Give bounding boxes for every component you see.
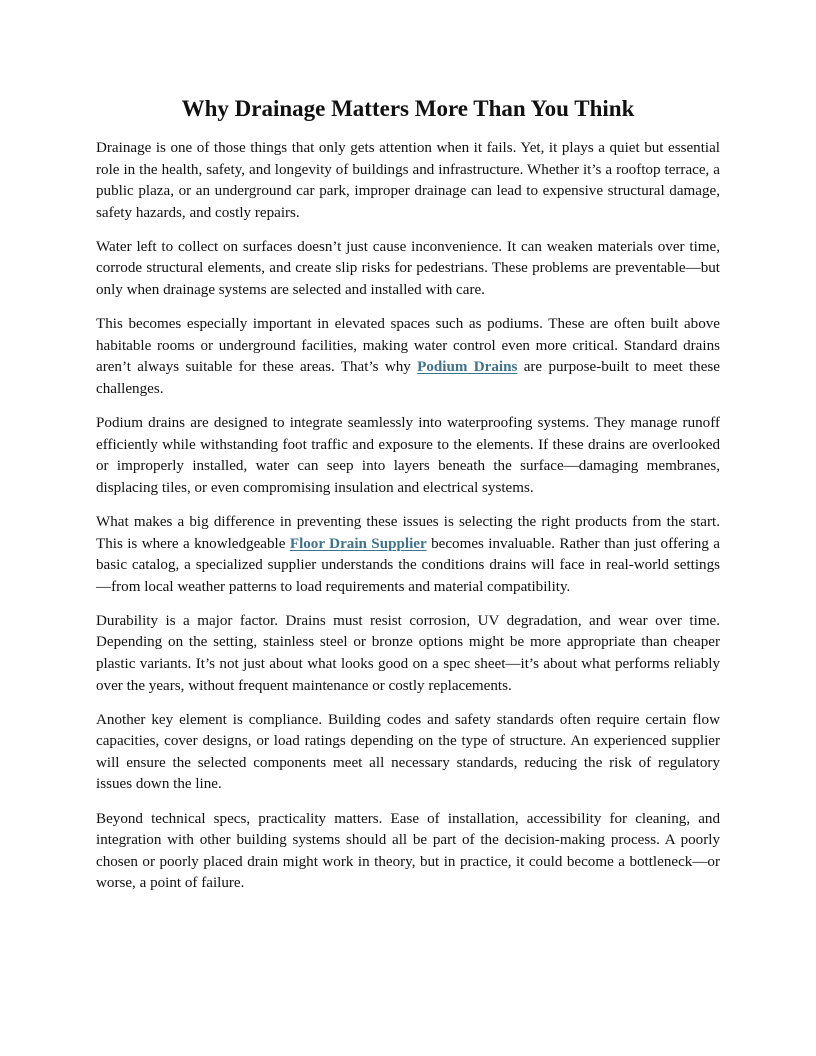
paragraph-podium-drains: Podium drains are designed to integrate seamlessly into waterproofing systems. They manage runoff efficiently while withstanding foot traffic and exposure to the elements. If these drains are overlooked or improperly installed, water can seep into layers beneath the surface—damaging membranes, displacing tiles, or even compromising insulation and electrical systems. — [96, 415, 720, 496]
paragraph-supplier — [96, 512, 720, 598]
paragraph-podiums — [96, 314, 720, 400]
paragraph-practicality: Beyond technical specs, practicality matters. Ease of installation, accessibility for cleaning, and integration with other building systems should all be part of the decision-making process. A poorly chosen or poorly placed drain might work in theory, but in practice, it could become a bottleneck—or worse, a point of failure. — [96, 810, 720, 892]
podium-drains-link[interactable]: Podium Drains — [417, 359, 518, 376]
paragraph-intro: Drainage is one of those things that only gets attention when it fails. Yet, it plays a quiet but essential role in the health, safety, and longevity of buildings and infrastructure. Whether it’s a rooftop terrace, a public plaza, or an underground car park, improper drainage can lead to expensive structural damage, safety hazards, and costly repairs. — [96, 140, 720, 221]
paragraph-podiums-text-before: This becomes especially important in elevated spaces such as podiums. These are often built above habitable rooms or underground facilities, making water control even more critical. Standard drains aren’t always suitable for these areas. That’s why — [96, 316, 720, 376]
paragraph-supplier-text-before: What makes a big difference in preventing these issues is selecting the right products from the start. This is where a knowledgeable — [96, 513, 720, 552]
paragraph-water-risks: Water left to collect on surfaces doesn’t just cause inconvenience. It can weaken materials over time, corrode structural elements, and create slip risks for pedestrians. These problems are preventable—but only when drainage systems are selected and installed with care. — [96, 238, 720, 299]
document-title: Why Drainage Matters More Than You Think — [181, 96, 635, 121]
paragraph-supplier-text-after: becomes invaluable. Rather than just offering a basic catalog, a specialized supplier understands the conditions drains will face in real-world settings—from local weather patterns to load requirements and material compatibility. — [96, 535, 720, 595]
paragraph-compliance: Another key element is compliance. Building codes and safety standards often require certain flow capacities, cover designs, or load ratings depending on the type of structure. An experienced supplier will ensure the selected components meet all necessary standards, reducing the risk of regulatory issues down the line. — [96, 711, 720, 793]
document-page — [96, 94, 720, 907]
paragraph-durability: Durability is a major factor. Drains must resist corrosion, UV degradation, and wear over time. Depending on the setting, stainless steel or bronze options might be more appropriate than cheaper plastic variants. It’s not just about what looks good on a spec sheet—it’s about what performs reliably over the years, without frequent maintenance or costly replacements. — [96, 612, 720, 694]
paragraph-podiums-text-after: are purpose-built to meet these challenges. — [96, 359, 720, 397]
floor-drain-supplier-link[interactable]: Floor Drain Supplier — [289, 535, 427, 552]
